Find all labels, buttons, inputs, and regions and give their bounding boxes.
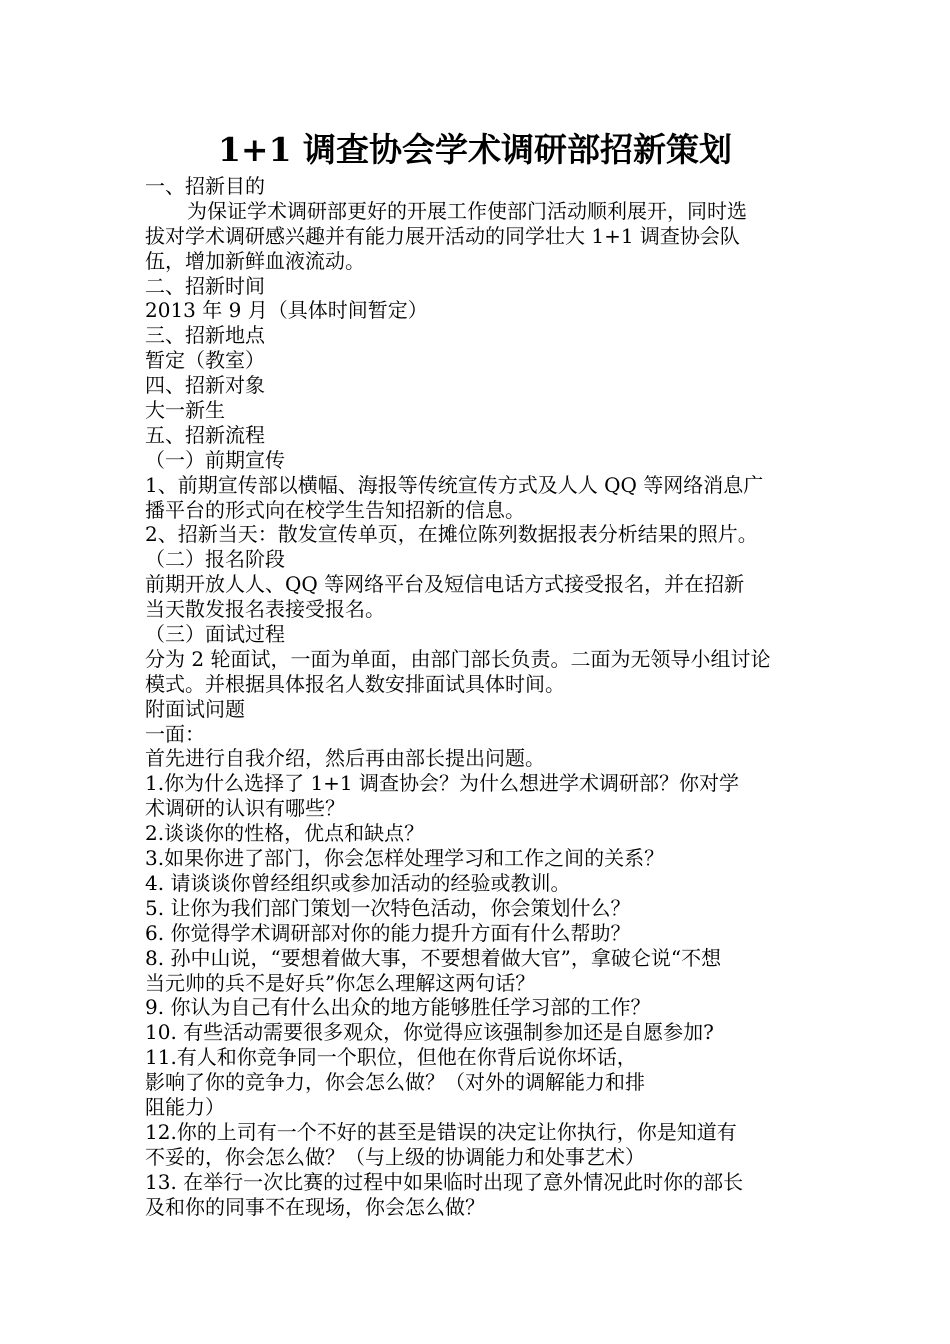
heading-questions: 附面试问题	[145, 696, 245, 721]
question-line: 不妥的，你会怎么做？（与上级的协调能力和处事艺术）	[145, 1144, 645, 1169]
paragraph-line: 大一新生	[145, 398, 225, 423]
question-line: 9. 你认为自己有什么出众的地方能够胜任学习部的工作？	[145, 995, 651, 1020]
paragraph-line: 拔对学术调研感兴趣并有能力展开活动的同学壮大 1+1 调查协会队	[145, 223, 740, 248]
heading-time: 二、招新时间	[145, 273, 265, 298]
document-body	[145, 174, 810, 1219]
question-line: 6. 你觉得学术调研部对你的能力提升方面有什么帮助？	[145, 920, 631, 945]
question-line: 4. 请谈谈你曾经组织或参加活动的经验或教训。	[145, 870, 571, 895]
question-line: 1.你为什么选择了 1+1 调查协会？为什么想进学术调研部？你对学	[145, 771, 740, 796]
document-title: 1+1 调查协会学术调研部招新策划	[217, 130, 733, 169]
heading-purpose: 一、招新目的	[145, 174, 265, 198]
question-line: 当元帅的兵不是好兵”你怎么理解这两句话？	[145, 970, 536, 995]
paragraph-line: 2013 年 9 月（具体时间暂定）	[145, 298, 428, 323]
paragraph-line: 暂定（教室）	[145, 348, 265, 373]
question-line: 10. 有些活动需要很多观众，你觉得应该强制参加还是自愿参加?	[145, 1020, 714, 1045]
paragraph-line: 分为 2 轮面试，一面为单面，由部门部长负责。二面为无领导小组讨论	[145, 646, 771, 671]
heading-process: 五、招新流程	[145, 422, 265, 447]
subheading-registration: （二）报名阶段	[145, 547, 285, 572]
subheading-interview: （三）面试过程	[145, 622, 285, 647]
question-line: 术调研的认识有哪些？	[145, 796, 345, 821]
paragraph-line: 前期开放人人、QQ 等网络平台及短信电话方式接受报名，并在招新	[145, 572, 745, 597]
question-line: 及和你的同事不在现场，你会怎么做？	[145, 1194, 485, 1219]
paragraph-line: 1、前期宣传部以横幅、海报等传统宣传方式及人人 QQ 等网络消息广	[145, 472, 764, 497]
question-line: 11.有人和你竞争同一个职位，但他在你背后说你坏话，	[145, 1045, 637, 1070]
paragraph-line: 播平台的形式向在校学生告知招新的信息。	[145, 497, 525, 522]
subheading-publicity: （一）前期宣传	[145, 447, 285, 472]
paragraph-line: 模式。并根据具体报名人数安排面试具体时间。	[145, 671, 565, 696]
question-line: 13. 在举行一次比赛的过程中如果临时出现了意外情况此时你的部长	[145, 1169, 744, 1194]
question-line: 阻能力）	[145, 1094, 225, 1119]
heading-location: 三、招新地点	[145, 323, 265, 348]
question-line: 5. 让你为我们部门策划一次特色活动，你会策划什么？	[145, 895, 631, 920]
heading-target: 四、招新对象	[145, 373, 265, 398]
paragraph-line: 一面：	[145, 721, 205, 746]
question-line: 12.你的上司有一个不好的甚至是错误的决定让你执行，你是知道有	[145, 1119, 737, 1144]
paragraph-line: 为保证学术调研部更好的开展工作使部门活动顺利展开，同时选	[187, 198, 747, 223]
question-line: 2.谈谈你的性格，优点和缺点？	[145, 821, 425, 846]
question-line: 影响了你的竞争力，你会怎么做？（对外的调解能力和排	[145, 1070, 645, 1095]
paragraph-line: 2、招新当天：散发宣传单页，在摊位陈列数据报表分析结果的照片。	[145, 522, 758, 547]
paragraph-line: 当天散发报名表接受报名。	[145, 597, 385, 622]
paragraph-line: 首先进行自我介绍，然后再由部长提出问题。	[145, 746, 545, 771]
paragraph-line: 伍，增加新鲜血液流动。	[145, 248, 365, 273]
question-line: 3.如果你进了部门，你会怎样处理学习和工作之间的关系？	[145, 846, 665, 871]
question-line: 8. 孙中山说，“要想着做大事，不要想着做大官”，拿破仑说“不想	[145, 945, 722, 970]
